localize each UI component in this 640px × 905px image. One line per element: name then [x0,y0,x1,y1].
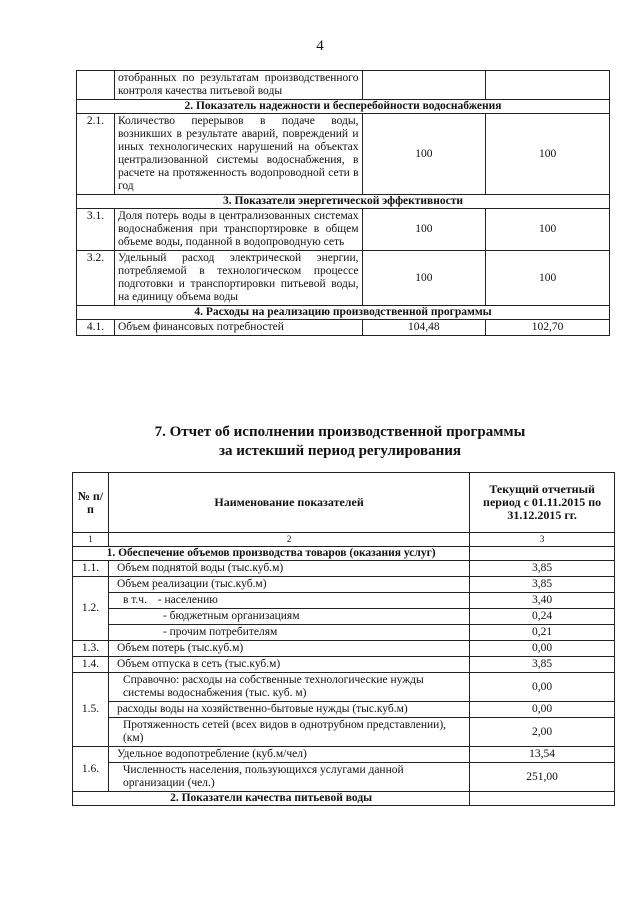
table-row [77,114,610,195]
row-number: 1.3. [73,641,109,657]
header-name: Наименование показателей [108,473,469,533]
row-number: 2.1. [77,114,115,195]
row-name: Объем отпуска в сеть (тыс.куб.м) [108,657,469,673]
row-value-2: 102,70 [486,320,610,336]
row-name: Количество перерывов в подаче воды, возникших в результате аварий, повреждений и иных технологических нарушений на объектах централизованной системы водоснабжения, в расчете на протяженность водопроводной сети в год [114,114,362,195]
row-number: 4.1. [77,320,115,336]
row-name: Объем поднятой воды (тыс.куб.м) [108,561,469,577]
row-value-2 [486,71,610,100]
row-name [108,593,469,609]
page-number: 4 [316,38,324,54]
row-value-1: 100 [362,114,486,195]
row-value: 3,85 [470,577,615,593]
row-value: 0,21 [470,625,615,641]
row-value: 0,00 [470,673,615,702]
row-name: - прочим потребителям [108,625,469,641]
header-period: Текущий отчетный период с 01.11.2015 по 31.12.2015 гг. [470,473,615,533]
row-prefix: в т.ч. [122,594,147,606]
row-name: Удельное водопотребление (куб.м/чел) [108,747,469,763]
section-title: 2. Показатель надежности и бесперебойности водоснабжения [77,100,610,114]
row-name: расходы воды на хозяйственно-бытовые нужды (тыс.куб.м) [108,702,469,718]
indicators-table [76,70,610,336]
row-value-2: 100 [486,251,610,306]
row-subname: - населению [157,594,218,606]
row-number [77,71,115,100]
row-name: отобранных по результатам производственного контроля качества питьевой воды [114,71,362,100]
row-number: 3.1. [77,209,115,251]
header-num: № п/п [73,473,109,533]
index-cell-3: 3 [470,533,615,547]
row-value: 251,00 [470,763,615,792]
row-value: 3,85 [470,561,615,577]
section-title: 4. Расходы на реализацию производственной программы [77,306,610,320]
row-value: 0,24 [470,609,615,625]
table-row [77,320,610,336]
row-value-2: 100 [486,114,610,195]
row-value: 3,40 [470,593,615,609]
row-value-1: 104,48 [362,320,486,336]
row-value: 13,54 [470,747,615,763]
row-value: 0,00 [470,641,615,657]
row-value-1: 100 [362,251,486,306]
section-title: 3. Показатели энергетической эффективности [77,195,610,209]
table-row [77,71,610,100]
row-name: Удельный расход электрической энергии, потребляемой в технологическом процессе подготовки и транспортировки питьевой воды, на единицу объема воды [114,251,362,306]
row-name: Справочно: расходы на собственные технологические нужды системы водоснабжения (тыс. куб. м) [108,673,469,702]
row-name: Протяженность сетей (всех видов в однотрубном представлении), (км) [108,718,469,747]
row-number: 1.2. [73,577,109,641]
row-number: 1.1. [73,561,109,577]
row-value: 0,00 [470,702,615,718]
row-value: 2,00 [470,718,615,747]
row-value-2: 100 [486,209,610,251]
row-name: - бюджетным организациям [108,609,469,625]
index-cell-1: 1 [73,533,109,547]
table-row [77,251,610,306]
row-value-1: 100 [362,209,486,251]
row-number: 1.4. [73,657,109,673]
row-number: 1.6. [73,747,109,792]
row-value: 3,85 [470,657,615,673]
section-title: 2. Показатели качества питьевой воды [73,792,470,806]
row-value-1 [362,71,486,100]
report-heading [60,423,620,461]
section-title: 1. Обеспечение объемов производства товаров (оказания услуг) [73,547,470,561]
table-row [77,209,610,251]
row-number: 3.2. [77,251,115,306]
row-name: Объем реализации (тыс.куб.м) [108,577,469,593]
row-name: Объем потерь (тыс.куб.м) [108,641,469,657]
row-name: Численность населения, пользующихся услугами данной организации (чел.) [108,763,469,792]
report-heading-line1: 7. Отчет об исполнении производственной программы [154,424,526,440]
index-cell-2: 2 [108,533,469,547]
row-number: 1.5. [73,673,109,747]
row-name: Объем финансовых потребностей [114,320,362,336]
row-name: Доля потерь воды в централизованных системах водоснабжения при транспортировке в общем объеме воды, поданной в водопроводную сеть [114,209,362,251]
report-heading-line2: за истекший период регулирования [218,443,462,459]
report-table [72,472,615,806]
